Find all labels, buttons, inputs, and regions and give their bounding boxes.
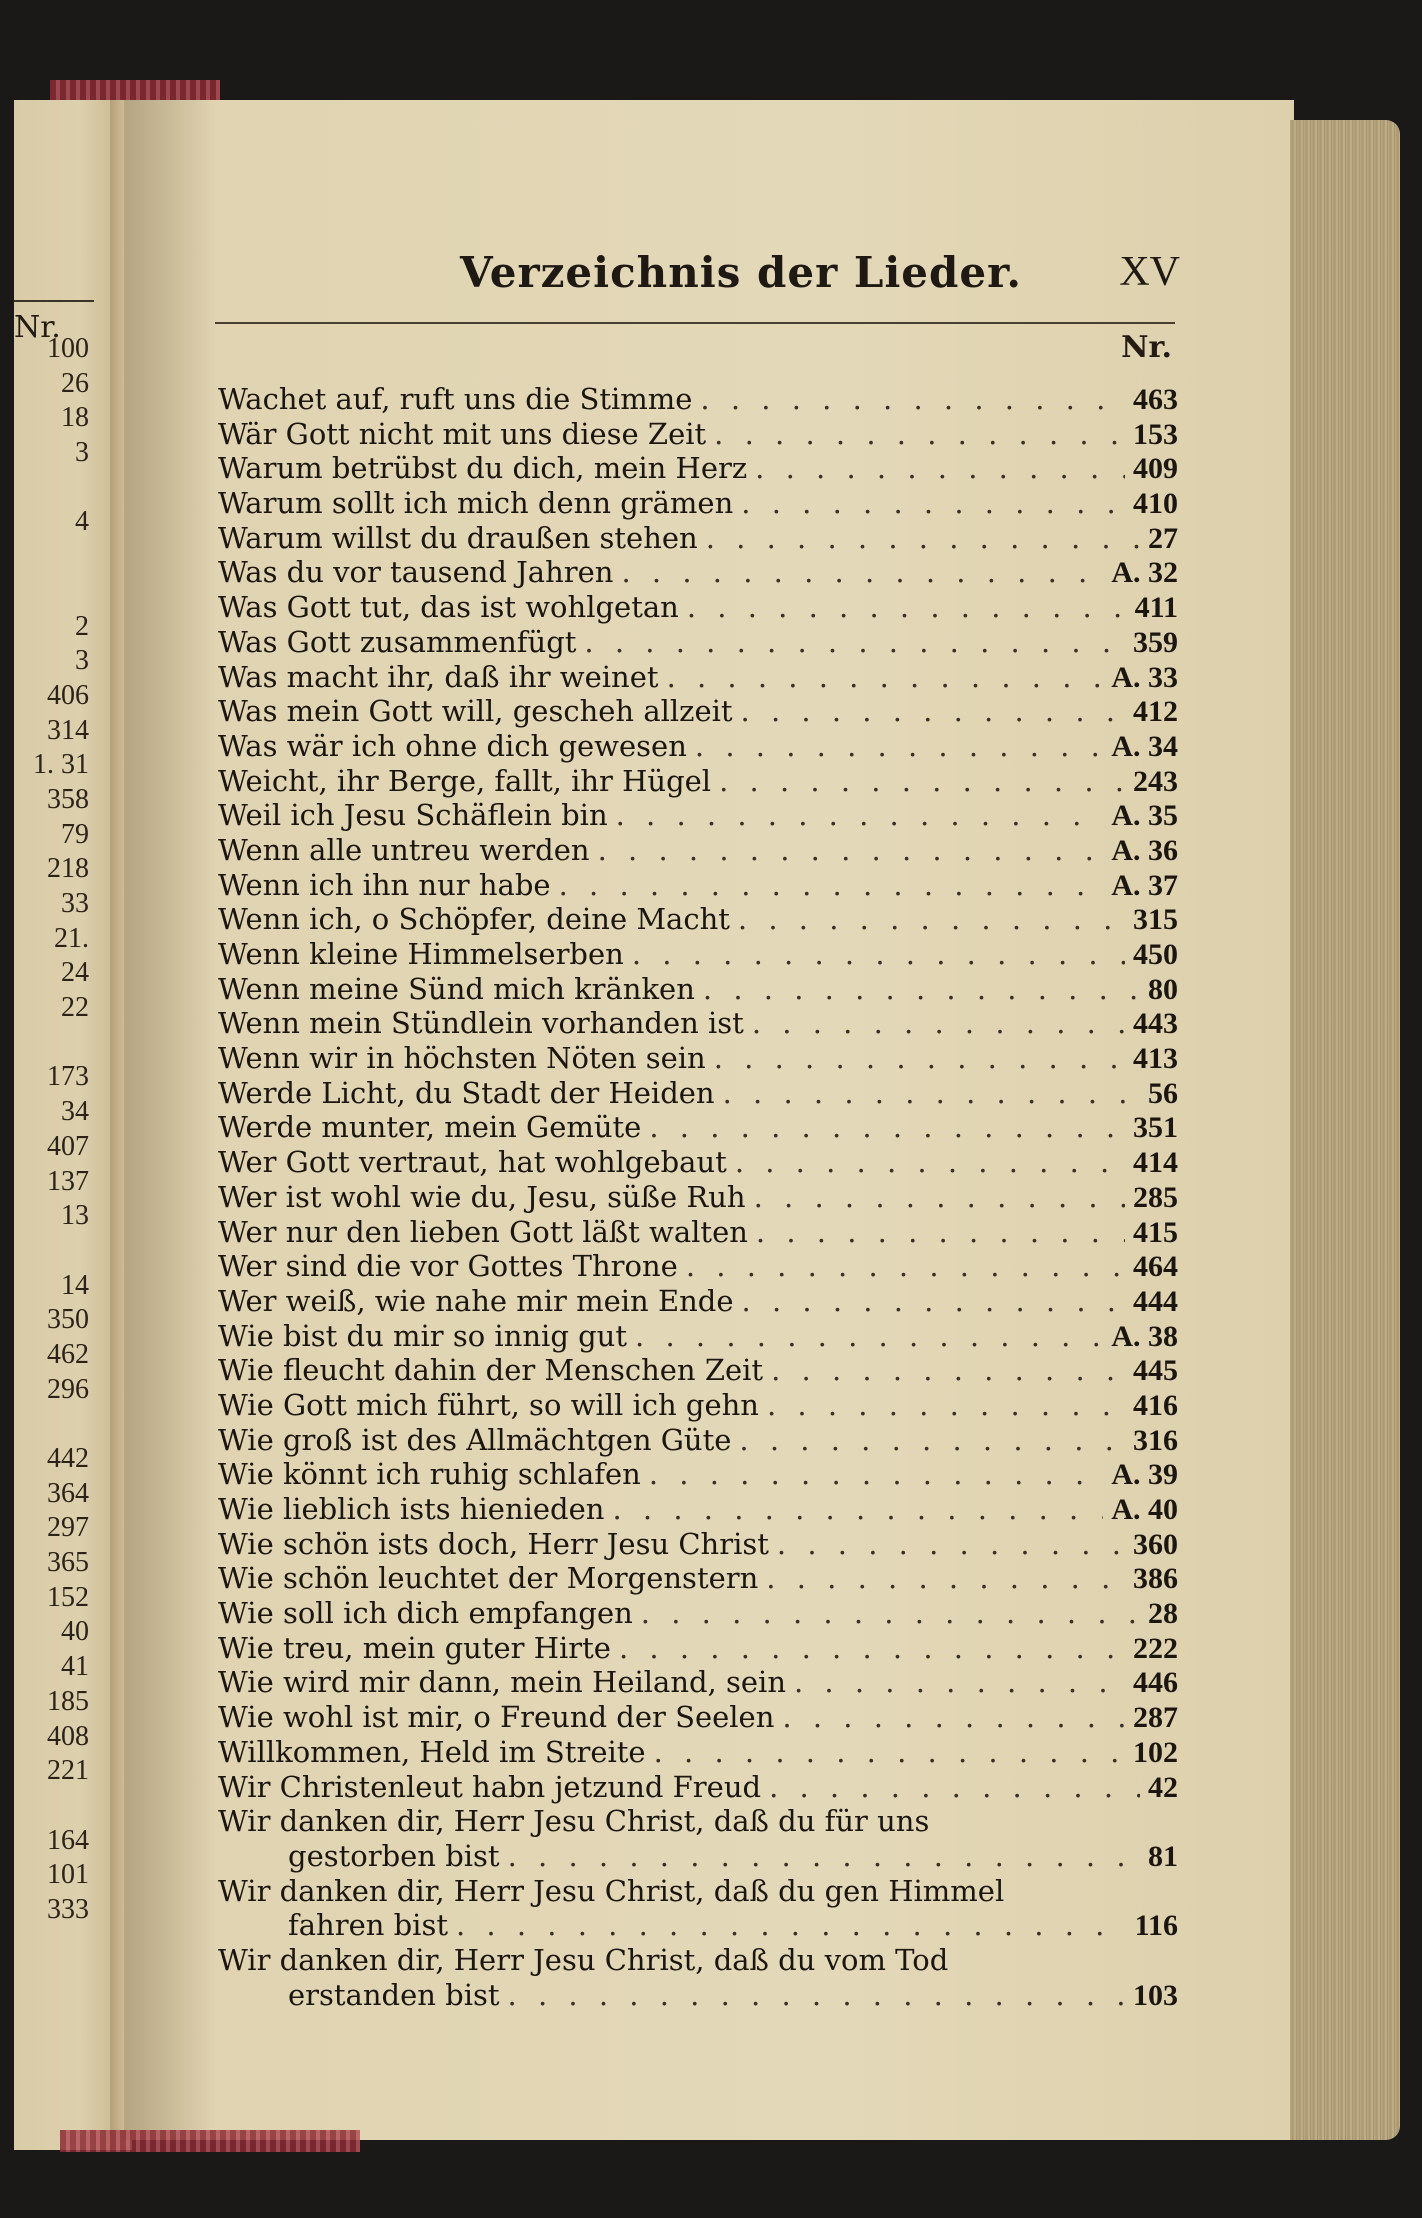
left-page-number: 462 <box>47 1338 89 1370</box>
leader-dots <box>508 1978 1125 2012</box>
entry-title: Wer ist wohl wie du, Jesu, süße Ruh <box>218 1179 746 1214</box>
left-page-number <box>14 1026 89 1061</box>
entry-number: 351 <box>1133 1111 1178 1145</box>
index-entry <box>218 1665 1178 1700</box>
leader-dots <box>635 1319 1103 1353</box>
left-page-number: 41 <box>61 1651 89 1683</box>
index-entry <box>218 1423 1178 1458</box>
left-page-number: 173 <box>47 1061 89 1093</box>
leader-dots <box>667 660 1104 694</box>
left-page-number: 79 <box>61 818 89 850</box>
index-entry <box>218 764 1178 799</box>
leader-dots <box>706 521 1140 555</box>
entry-number: 415 <box>1133 1215 1178 1249</box>
left-page-number: 314 <box>47 714 89 746</box>
index-entry <box>218 1700 1178 1735</box>
index-entry <box>218 1631 1178 1666</box>
entry-number: 80 <box>1148 972 1178 1006</box>
left-page-number: 100 <box>47 333 89 364</box>
entry-number: 413 <box>1133 1042 1178 1076</box>
leader-dots <box>649 1457 1103 1491</box>
entry-title: Werde munter, mein Gemüte <box>218 1110 642 1145</box>
index-entry <box>218 1457 1178 1492</box>
bottom-edge-ribbon <box>60 2130 360 2152</box>
entry-title: Wie schön ists doch, Herr Jesu Christ <box>218 1526 769 1561</box>
entry-title: Wie groß ist des Allmächtgen Güte <box>218 1422 732 1457</box>
leader-dots <box>767 1388 1125 1422</box>
left-page-number: 364 <box>47 1477 89 1509</box>
left-page-number <box>14 1407 89 1442</box>
leader-dots <box>687 590 1127 624</box>
index-entry <box>218 902 1178 937</box>
entry-number: 81 <box>1148 1839 1178 1873</box>
song-index-list <box>218 382 1178 2012</box>
entry-number: 316 <box>1133 1423 1178 1457</box>
top-edge-ribbon <box>50 80 220 102</box>
nr-column-label: Nr. <box>1121 330 1172 365</box>
page-title: Verzeichnis der Lieder. <box>460 248 1023 297</box>
index-entry <box>218 451 1178 486</box>
page-number: XV <box>1119 249 1180 295</box>
leader-dots <box>686 1249 1125 1283</box>
leader-dots <box>756 1215 1125 1249</box>
entry-number: 285 <box>1133 1180 1178 1214</box>
entry-title: Werde Licht, du Stadt der Heiden <box>218 1075 715 1110</box>
entry-number: 464 <box>1133 1250 1178 1284</box>
left-nr-label: Nr. <box>14 300 94 345</box>
index-entry <box>218 1006 1178 1041</box>
left-page-number: 14 <box>61 1269 89 1301</box>
entry-title: Wenn ich ihn nur habe <box>218 867 551 902</box>
left-page-number: 185 <box>47 1685 89 1717</box>
left-page-number: 3 <box>75 437 89 469</box>
entry-number: 28 <box>1148 1597 1178 1631</box>
entry-title: Was du vor tausend Jahren <box>218 555 614 590</box>
entry-number: 414 <box>1133 1146 1178 1180</box>
entry-number: 446 <box>1133 1666 1178 1700</box>
leader-dots <box>738 902 1125 936</box>
leader-dots <box>621 555 1103 589</box>
index-entry <box>218 694 1178 729</box>
left-page-number: 137 <box>47 1165 89 1197</box>
page-header <box>420 248 1180 308</box>
entry-number: 315 <box>1133 903 1178 937</box>
entry-title: Wer sind die vor Gottes Throne <box>218 1249 678 1284</box>
leader-dots <box>754 1180 1125 1214</box>
leader-dots <box>616 798 1104 832</box>
index-entry <box>218 937 1178 972</box>
entry-number: 411 <box>1134 591 1178 625</box>
leader-dots <box>700 382 1125 416</box>
index-entry <box>218 729 1178 764</box>
index-entry <box>218 833 1178 868</box>
left-page-number <box>14 471 89 506</box>
entry-number: 153 <box>1133 417 1178 451</box>
entry-title: Wie soll ich dich empfangen <box>218 1596 633 1631</box>
entry-title: Was Gott tut, das ist wohlgetan <box>218 590 679 625</box>
leader-dots <box>794 1665 1125 1699</box>
left-page-number: 22 <box>61 992 89 1024</box>
index-entry <box>218 1943 1178 1978</box>
entry-title: Wie fleucht dahin der Menschen Zeit <box>218 1353 764 1388</box>
entry-title: Wer nur den lieben Gott läßt walten <box>218 1214 748 1249</box>
index-entry <box>218 521 1178 556</box>
leader-dots <box>755 451 1125 485</box>
index-entry <box>218 590 1178 625</box>
entry-title: Wenn wir in höchsten Nöten sein <box>218 1041 706 1076</box>
index-entry <box>218 1735 1178 1770</box>
entry-title: Wir danken dir, Herr Jesu Christ, daß du für uns <box>218 1804 930 1839</box>
index-entry <box>218 1284 1178 1319</box>
index-entry <box>218 660 1178 695</box>
index-entry <box>218 417 1178 452</box>
index-entry <box>218 1319 1178 1354</box>
leader-dots <box>649 1110 1125 1144</box>
index-entry <box>218 1249 1178 1284</box>
entry-title: Wenn alle untreu werden <box>218 832 590 867</box>
left-page-number: 152 <box>47 1581 89 1613</box>
entry-number: 42 <box>1148 1770 1178 1804</box>
entry-number: 103 <box>1133 1978 1178 2012</box>
entry-title: Wir danken dir, Herr Jesu Christ, daß du gen Himmel <box>218 1873 1005 1908</box>
entry-title: Wir danken dir, Herr Jesu Christ, daß du vom Tod <box>218 1942 949 1977</box>
entry-title: Was mein Gott will, gescheh allzeit <box>218 694 733 729</box>
left-page-number <box>14 575 89 610</box>
index-entry <box>218 1215 1178 1250</box>
entry-title: Wie schön leuchtet der Morgenstern <box>218 1561 759 1596</box>
leader-dots <box>752 1006 1125 1040</box>
index-entry <box>218 1804 1178 1839</box>
index-entry <box>218 1874 1178 1909</box>
entry-title: Wie bist du mir so innig gut <box>218 1318 628 1353</box>
entry-number: A. 37 <box>1111 868 1178 902</box>
header-rule <box>215 322 1175 324</box>
entry-title: Warum willst du draußen stehen <box>218 520 698 555</box>
left-page-number: 218 <box>47 853 89 885</box>
entry-number: A. 40 <box>1111 1493 1178 1526</box>
entry-title: Wer weiß, wie nahe mir mein Ende <box>218 1283 734 1318</box>
entry-number: 412 <box>1133 695 1178 729</box>
entry-number: 360 <box>1133 1527 1178 1561</box>
entry-number: 410 <box>1133 487 1178 521</box>
left-page-number: 21. <box>54 922 89 954</box>
left-page-number: 333 <box>47 1893 89 1925</box>
left-page-number: 350 <box>47 1304 89 1336</box>
entry-number: A. 38 <box>1111 1319 1178 1353</box>
entry-title: Wie treu, mein guter Hirte <box>218 1630 611 1665</box>
left-page-number: 4 <box>75 506 89 538</box>
entry-number: A. 35 <box>1111 799 1178 833</box>
index-entry <box>218 1908 1178 1943</box>
leader-dots <box>769 1770 1140 1804</box>
left-page-number: 365 <box>47 1547 89 1579</box>
index-entry <box>218 1076 1178 1111</box>
entry-title: Was macht ihr, daß ihr weinet <box>218 659 659 694</box>
leader-dots <box>782 1700 1125 1734</box>
leader-dots <box>739 1423 1125 1457</box>
index-entry <box>218 1596 1178 1631</box>
leader-dots <box>612 1492 1103 1526</box>
entry-number: 287 <box>1133 1701 1178 1735</box>
entry-number: 102 <box>1133 1735 1178 1769</box>
left-page-number: 26 <box>61 367 89 399</box>
entry-title: Warum betrübst du dich, mein Herz <box>218 451 748 486</box>
index-entry <box>218 798 1178 833</box>
left-page-number: 407 <box>47 1130 89 1162</box>
entry-number: A. 34 <box>1111 729 1178 763</box>
index-entry <box>218 1978 1178 2013</box>
index-entry <box>218 555 1178 590</box>
leader-dots <box>632 937 1125 971</box>
entry-number: A. 36 <box>1111 833 1178 867</box>
leader-dots <box>584 625 1125 659</box>
left-page-number <box>14 1789 89 1824</box>
entry-title: fahren bist <box>288 1908 448 1943</box>
entry-title: Warum sollt ich mich denn grämen <box>218 486 734 521</box>
entry-title: Wenn mein Stündlein vorhanden ist <box>218 1006 744 1041</box>
left-page-number: 24 <box>61 957 89 989</box>
leader-dots <box>703 972 1140 1006</box>
left-page-number: 2 <box>75 610 89 642</box>
leader-dots <box>719 764 1125 798</box>
leader-dots <box>766 1561 1125 1595</box>
left-page-number: 164 <box>47 1824 89 1856</box>
entry-title: Weicht, ihr Berge, fallt, ihr Hügel <box>218 763 712 798</box>
entry-title: gestorben bist <box>288 1838 500 1873</box>
entry-title: Wenn kleine Himmelserben <box>218 937 624 971</box>
left-page-number: 3 <box>75 645 89 677</box>
index-entry <box>218 1388 1178 1423</box>
entry-number: 416 <box>1133 1388 1178 1422</box>
leader-dots <box>559 868 1104 902</box>
index-entry <box>218 972 1178 1007</box>
entry-title: Wir Christenleut habn jetzund Freud <box>218 1769 762 1804</box>
index-entry <box>218 382 1178 417</box>
index-entry <box>218 1561 1178 1596</box>
left-page-number: 358 <box>47 783 89 815</box>
left-page-numbers <box>14 332 89 1928</box>
leader-dots <box>598 833 1104 867</box>
entry-number: 443 <box>1133 1007 1178 1041</box>
leader-dots <box>742 1284 1125 1318</box>
left-page-number: 296 <box>47 1373 89 1405</box>
left-page-number: 34 <box>61 1096 89 1128</box>
left-page-number: 406 <box>47 679 89 711</box>
entry-title: Wie wird mir dann, mein Heiland, sein <box>218 1665 786 1700</box>
entry-number: 450 <box>1133 938 1178 971</box>
left-page-number: 18 <box>61 402 89 434</box>
leader-dots <box>695 729 1103 763</box>
entry-title: erstanden bist <box>288 1977 500 2012</box>
leader-dots <box>456 1908 1127 1942</box>
leader-dots <box>714 1041 1125 1075</box>
entry-number: A. 33 <box>1111 660 1178 694</box>
entry-number: 27 <box>1148 521 1178 555</box>
page-shadow <box>124 100 214 2140</box>
index-entry <box>218 1353 1178 1388</box>
index-entry <box>218 1180 1178 1215</box>
leader-dots <box>771 1353 1125 1387</box>
entry-title: Wär Gott nicht mit uns diese Zeit <box>218 416 707 451</box>
left-page-number <box>14 540 89 575</box>
entry-number: 222 <box>1133 1631 1178 1665</box>
entry-title: Was wär ich ohne dich gewesen <box>218 728 687 763</box>
entry-title: Wie könnt ich ruhig schlafen <box>218 1457 641 1492</box>
entry-title: Wachet auf, ruft uns die Stimme <box>218 382 693 416</box>
left-page-number: 13 <box>61 1200 89 1232</box>
index-entry <box>218 1839 1178 1874</box>
entry-number: 409 <box>1133 452 1178 486</box>
left-page-number: 1. 31 <box>33 749 89 781</box>
entry-title: Wenn meine Sünd mich kränken <box>218 971 695 1006</box>
leader-dots <box>735 1145 1125 1179</box>
left-page-number: 297 <box>47 1512 89 1544</box>
index-entry <box>218 1770 1178 1805</box>
index-entry <box>218 625 1178 660</box>
leader-dots <box>654 1735 1125 1769</box>
left-page-number: 40 <box>61 1616 89 1648</box>
entry-title: Willkommen, Held im Streite <box>218 1734 646 1769</box>
leader-dots <box>723 1076 1140 1110</box>
leader-dots <box>508 1839 1140 1873</box>
entry-number: 445 <box>1133 1354 1178 1388</box>
leader-dots <box>641 1596 1140 1630</box>
entry-number: 359 <box>1133 625 1178 659</box>
entry-title: Wie lieblich ists hienieden <box>218 1492 605 1526</box>
index-entry <box>218 486 1178 521</box>
index-entry <box>218 1041 1178 1076</box>
index-entry <box>218 868 1178 903</box>
entry-title: Was Gott zusammenfügt <box>218 624 577 659</box>
leader-dots <box>777 1527 1125 1561</box>
leader-dots <box>619 1631 1125 1665</box>
left-page-number: 221 <box>47 1755 89 1787</box>
left-page-number <box>14 1234 89 1269</box>
entry-number: 444 <box>1133 1284 1178 1318</box>
leader-dots <box>714 417 1125 451</box>
index-entry <box>218 1110 1178 1145</box>
left-page-number: 442 <box>47 1443 89 1474</box>
index-entry <box>218 1527 1178 1562</box>
entry-number: A. 39 <box>1111 1458 1178 1492</box>
entry-title: Weil ich Jesu Schäflein bin <box>218 798 608 833</box>
leader-dots <box>741 694 1125 728</box>
index-entry <box>218 1492 1178 1527</box>
left-page-number: 101 <box>47 1859 89 1891</box>
leader-dots <box>741 486 1125 520</box>
entry-number: 463 <box>1133 383 1178 416</box>
entry-number: 243 <box>1133 764 1178 798</box>
entry-title: Wie Gott mich führt, so will ich gehn <box>218 1387 759 1422</box>
entry-number: 56 <box>1148 1076 1178 1110</box>
entry-title: Wer Gott vertraut, hat wohlgebaut <box>218 1145 727 1180</box>
left-page-number: 33 <box>61 888 89 919</box>
page-edges <box>1290 120 1400 2140</box>
entry-number: A. 32 <box>1111 556 1178 590</box>
entry-title: Wenn ich, o Schöpfer, deine Macht <box>218 902 730 937</box>
entry-number: 116 <box>1134 1909 1178 1943</box>
entry-title: Wie wohl ist mir, o Freund der Seelen <box>218 1700 775 1735</box>
index-entry <box>218 1145 1178 1180</box>
entry-number: 386 <box>1133 1562 1178 1596</box>
left-page-number: 408 <box>47 1720 89 1752</box>
